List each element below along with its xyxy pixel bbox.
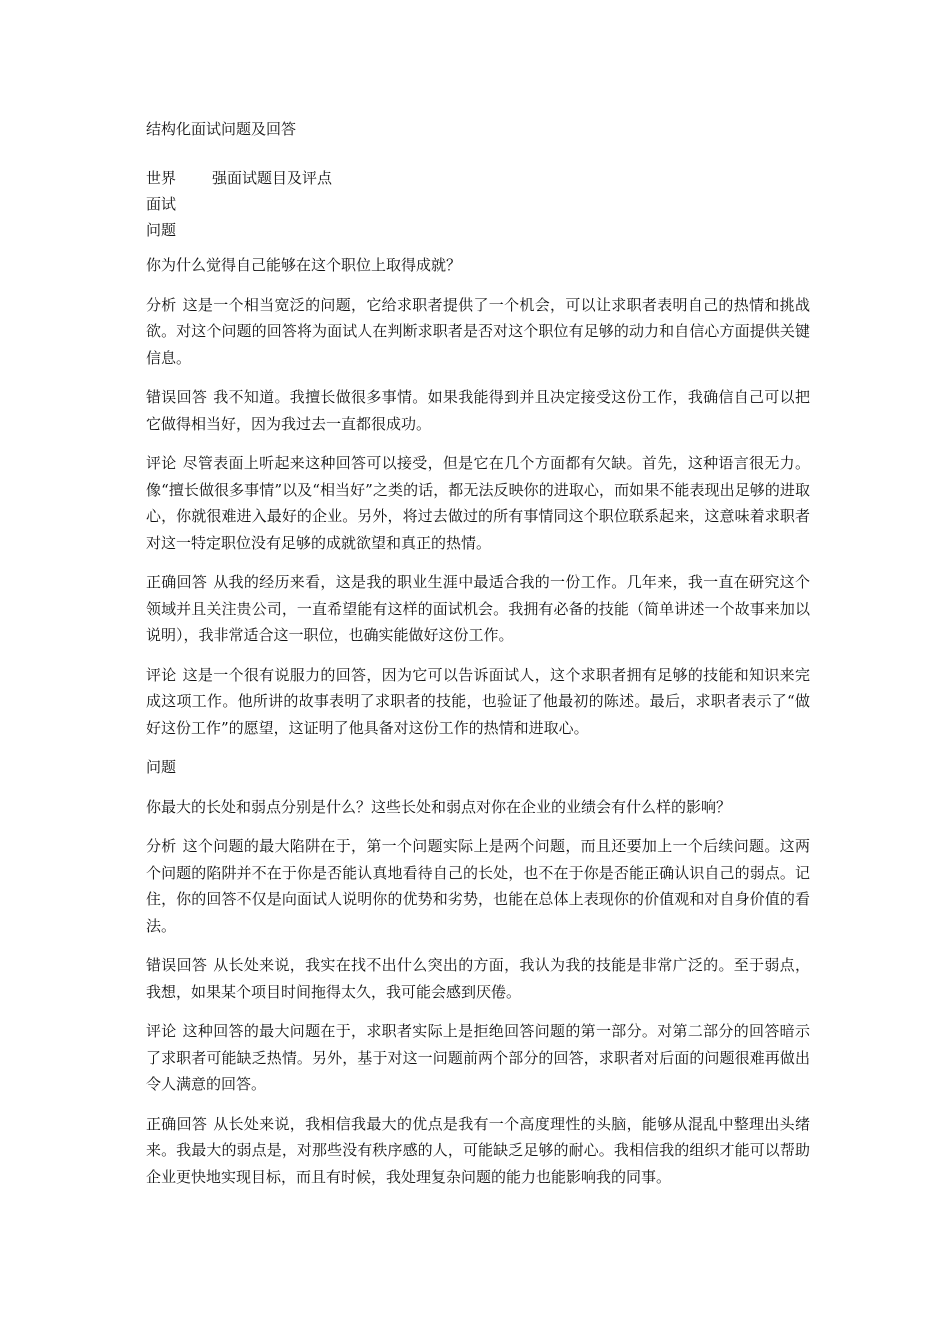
header-left-line: 问题	[146, 221, 177, 239]
paragraph	[146, 292, 810, 372]
header-left-line: 面试	[146, 195, 177, 213]
header-left-column	[146, 165, 176, 243]
paragraph-label: 正确回答	[146, 573, 208, 591]
paragraph	[146, 384, 810, 437]
paragraph-text: 尽管表面上听起来这种回答可以接受，但是它在几个方面都有欠缺。首先，这种语言很无力。像“擅长做很多事情”以及“相当好”之类的话，都无法反映你的进取心，而如果不能表现出足够的进取心，你就很难进入最好的企业。另外，将过去做过的所有事情同这个职位联系起来，这意味着求职者对这一特定职位没有足够的成就欲望和真正的热情。	[146, 454, 810, 552]
paragraph-text: 从我的经历来看，这是我的职业生涯中最适合我的一份工作。几年来，我一直在研究这个领域并且关注贵公司，一直希望能有这样的面试机会。我拥有必备的技能（简单讲述一个故事来加以说明），我非常适合这一职位，也确实能做好这份工作。	[146, 573, 810, 644]
paragraph-label: 分析	[146, 295, 177, 314]
paragraph	[146, 1111, 810, 1191]
paragraph-text: 这个问题的最大陷阱在于，第一个问题实际上是两个问题，而且还要加上一个后续问题。这两个问题的陷阱并不在于你是否能认真地看待自己的长处，也不在于你是否能正确认识自己的弱点。记住，你的回答不仅是向面试人说明你的优势和劣势，也能在总体上表现你的价值观和对自身价值的看法。	[146, 837, 810, 935]
paragraph-label: 评论	[146, 1022, 177, 1040]
paragraph-text: 这是一个相当宽泛的问题，它给求职者提供了一个机会，可以让求职者表明自己的热情和挑战欲。对这个问题的回答将为面试人在判断求职者是否对这个职位有足够的动力和自信心方面提供关键信息。	[146, 295, 810, 367]
paragraph-text: 从长处来说，我实在找不出什么突出的方面，我认为我的技能是非常广泛的。至于弱点，我想，如果某个项目时间拖得太久，我可能会感到厌倦。	[146, 956, 810, 1001]
paragraph	[146, 794, 810, 821]
paragraph	[146, 1018, 810, 1098]
paragraph	[146, 833, 810, 939]
paragraph-label: 错误回答	[146, 956, 208, 974]
paragraph	[146, 754, 810, 781]
paragraph-label: 分析	[146, 837, 177, 855]
paragraph-text: 这是一个很有说服力的回答，因为它可以告诉面试人，这个求职者拥有足够的技能和知识来完成这项工作。他所讲的故事表明了求职者的技能，也验证了他最初的陈述。最后，求职者表示了“做好这份工作”的愿望，这证明了他具备对这份工作的热情和进取心。	[146, 665, 810, 737]
document-title: 结构化面试问题及回答	[146, 120, 297, 138]
paragraph-text: 问题	[146, 758, 177, 776]
paragraph	[146, 952, 810, 1005]
header-left-line: 世界	[146, 169, 177, 187]
paragraph	[146, 569, 810, 649]
paragraph-label: 错误回答	[146, 388, 208, 406]
paragraph-text: 你为什么觉得自己能够在这个职位上取得成就？	[146, 256, 462, 274]
paragraph-text: 你最大的长处和弱点分别是什么？这些长处和弱点对你在企业的业绩会有什么样的影响？	[146, 797, 732, 816]
paragraph-text: 我不知道。我擅长做很多事情。如果我能得到并且决定接受这份工作，我确信自己可以把它做得相当好，因为我过去一直都很成功。	[146, 388, 810, 433]
document-body	[146, 252, 810, 1203]
paragraph-text: 从长处来说，我相信我最大的优点是我有一个高度理性的头脑，能够从混乱中整理出头绪来。我最大的弱点是，对那些没有秩序感的人，可能缺乏足够的耐心。我相信我的组织才能可以帮助企业更快地实现目标，而且有时候，我处理复杂问题的能力也能影响我的同事。	[146, 1114, 810, 1186]
paragraph-text: 这种回答的最大问题在于，求职者实际上是拒绝回答问题的第一部分。对第二部分的回答暗示了求职者可能缺乏热情。另外，基于对这一问题前两个部分的回答，求职者对后面的问题很难再做出令人满意的回答。	[146, 1022, 810, 1093]
paragraph-label: 评论	[146, 665, 177, 684]
paragraph	[146, 450, 810, 556]
paragraph	[146, 662, 810, 742]
paragraph	[146, 252, 810, 279]
paragraph-label: 正确回答	[146, 1114, 208, 1133]
header-subtitle: 强面试题目及评点	[212, 169, 333, 187]
paragraph-label: 评论	[146, 454, 177, 472]
